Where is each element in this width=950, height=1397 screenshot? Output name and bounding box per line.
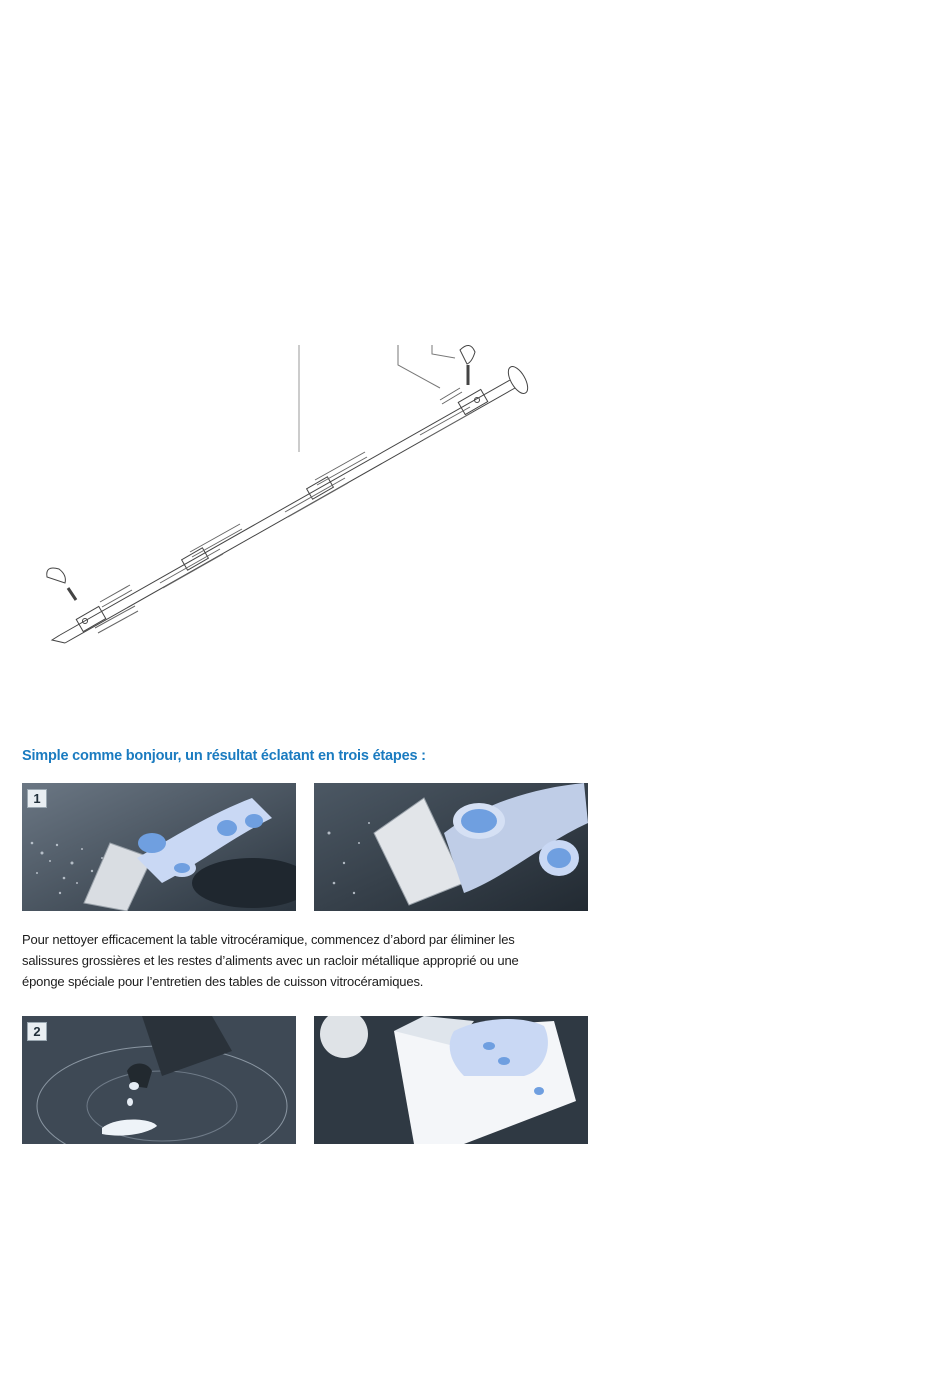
step-1-paragraph [22, 929, 582, 992]
cloth-wipe-photo [314, 1016, 588, 1144]
slot-bars [95, 388, 473, 633]
screw-top [460, 345, 475, 385]
scraper-closeup-photo [314, 783, 588, 911]
leader-line [398, 345, 440, 388]
paragraph-line: Pour nettoyer efficacement la table vitrocéramique, commencez d’abord par éliminer les [22, 932, 515, 947]
paragraph-line: éponge spéciale pour l’entretien des tables de cuisson vitrocéramiques. [22, 974, 424, 989]
rod-top-edge [60, 380, 510, 635]
screw-bottom [47, 568, 76, 600]
scraper-angled-photo [22, 783, 296, 911]
section-heading: Simple comme bonjour, un résultat éclatant en trois étapes : [22, 748, 426, 764]
rod-assembly-diagram [40, 340, 540, 660]
step-1-badge: 1 [27, 789, 47, 808]
step-2-badge: 2 [27, 1022, 47, 1041]
paragraph-line: salissures grossières et les restes d’aliments avec un racloir métallique approprié ou une [22, 953, 519, 968]
cleaner-drops-photo [22, 1016, 296, 1144]
